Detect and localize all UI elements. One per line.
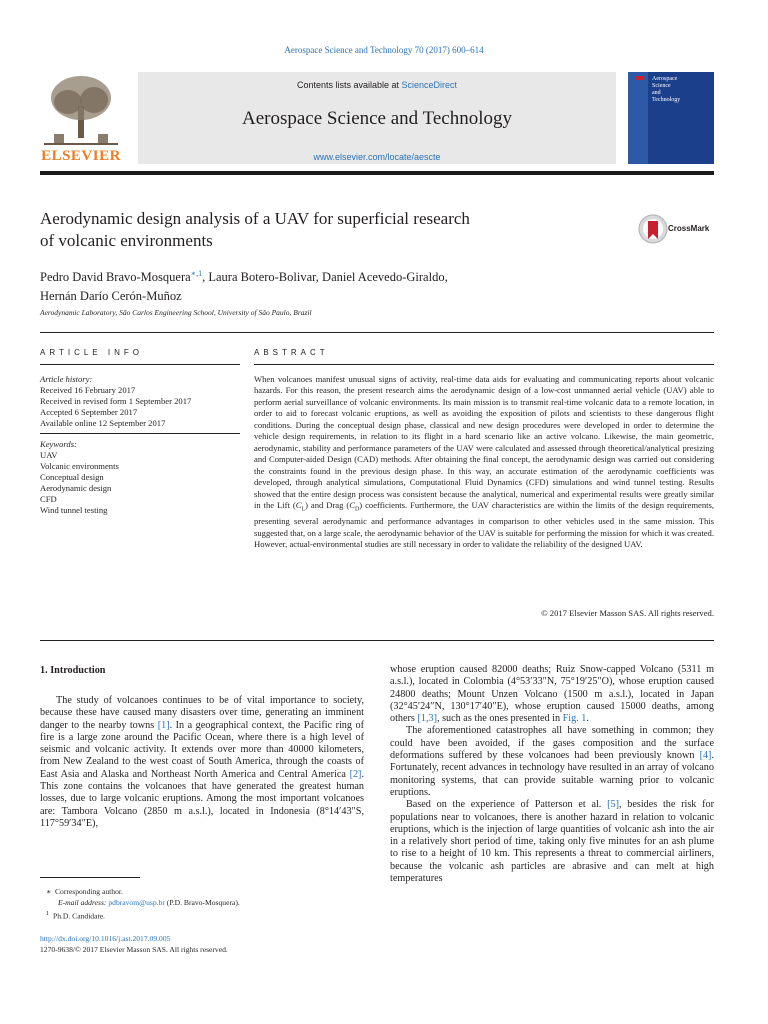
cover-title-line: and (652, 90, 661, 96)
history-item: Received in revised form 1 September 2017 (40, 396, 192, 406)
paragraph (390, 799, 714, 885)
text-segment: whose eruption caused 82000 deaths; Ruiz Snow-capped Volcano (5311 m a.s.l.), located in Colombia (4°53′33″N, 75°19′25″O), whose eruption caused 24800 deaths; Mount Unzen Volcano (1500 m a.s.l.), located in Japan (32°45′24″N, 130°17′40″E), whose eruption caused 15000 deaths, among others (390, 664, 714, 725)
citation-link[interactable]: [5] (607, 799, 619, 811)
keyword: Wind tunnel testing (40, 505, 108, 515)
contents-line (138, 80, 616, 90)
abstract-segment: ) and Drag ( (305, 499, 350, 510)
abstract-copyright: © 2017 Elsevier Masson SAS. All rights reserved. (541, 608, 714, 618)
citation-link[interactable]: [4] (699, 750, 712, 762)
cover-strip (628, 72, 648, 164)
journal-url-link[interactable]: www.elsevier.com/locate/aescte (313, 152, 441, 162)
abstract-heading: ABSTRACT (254, 348, 329, 357)
crossmark-icon (638, 213, 668, 245)
divider (40, 332, 714, 333)
email-link[interactable]: pdbravom@usp.br (108, 898, 165, 907)
article-title (40, 208, 600, 252)
history-label: Article history: (40, 374, 93, 384)
divider (40, 640, 714, 641)
divider (40, 433, 240, 434)
author-list (40, 264, 600, 306)
affiliation: Aerodynamic Laboratory, São Carlos Engineering School, University of São Paulo, Brazil (40, 308, 312, 317)
abstract-segment: ) coefficients. Furthermore, the UAV characteristics are within the limits of the design requirements, presenting several aerodynamic and performance advantages in comparison to other vehicles used in the same mission. This suggested that, on a large scale, the aerodynamic behavior of the UAV is suitable for performing the mission for which it was created. However, actual-environmental studies are still necessary in order to validate the reliability of the designed UAV. (254, 499, 714, 550)
abstract-segment: When volcanoes manifest unusual signs of activity, real-time data aids for evaluating and communicating reports about volcanic hazards. For this reason, the present research aims the aerodynamic design of a low-cost unmanned aerial vehicle (UAV) able to perform aerial surveillance of volcanic environments. Its main mission is to transmit real-time volcanic data to a remote location, in order to aid to forecast volcanic eruptions, as well as avoiding the exposition of pilots and scientists to these dangerous flight conditions. During the conceptual design phase, classical and new design procedures were developed in order to determine the vehicle design requirements, in relation to its flight in a hard scenario like an active volcano. Likewise, the main geometric, aerodynamic, stability and performance parameters of the UAV were calculated and assessed through theoretical/analytical presizing and Computer-aided Design (CAD) methods. After obtaining the final concept, the aerodynamic design was carried out considering the constraints found in the previous design phase. In this way, an accurate estimation of the aerodynamic coefficients was developed, through analytical simulations, Computational Fluid Dynamics (CFD) simulations and wind tunnel testing. Results showed that the entire design process was consistent because the analytical, numerical and experimental results were greatly similar in the Lift ( (254, 374, 714, 510)
keyword: UAV (40, 450, 58, 460)
contents-prefix: Contents lists available at (296, 80, 402, 90)
keywords-list (40, 439, 240, 516)
journal-reference[interactable]: Aerospace Science and Technology 70 (2017) 600–614 (284, 45, 484, 55)
math-subscript: L (301, 506, 306, 513)
article-title-line: Aerodynamic design analysis of a UAV for superficial research (40, 209, 470, 228)
keyword: Conceptual design (40, 472, 104, 482)
article-title-line: of volcanic environments (40, 231, 213, 250)
keyword: Aerodynamic design (40, 483, 112, 493)
journal-cover-image (628, 72, 714, 164)
article-info-heading: ARTICLE INFO (40, 348, 143, 357)
keyword: Volcanic environments (40, 461, 119, 471)
footnote-rule (40, 877, 140, 878)
doi-block (40, 933, 228, 955)
header-rule (40, 171, 714, 175)
footnote-text: (P.D. Bravo-Mosquera). (164, 898, 240, 907)
footnotes (40, 886, 364, 922)
author-names: Hernán Darío Cerón-Muñoz (40, 289, 182, 304)
text-segment: . This zone contains the volcanoes that have generated the greatest human losses, due to large volcanic eruptions. Among the most important volcanoes are: Tambora Volcano (2850 m a.s.l.), located in Indonesia (8°14′43″S, 117°59′34″E), (40, 768, 364, 829)
footnote-mark: 1 (46, 910, 50, 917)
paragraph (390, 664, 714, 725)
email-label: E-mail address: (58, 898, 109, 907)
divider (40, 364, 240, 365)
text-segment: Based on the experience of Patterson et al. (406, 799, 608, 811)
text-segment: , besides the risk for populations near to volcanoes, there is another hazard in relation to volcanic eruptions, which is the injection of large quantities of volcanic ash into the air in a relatively short period of time, taking only five minutes for an ash plume to rise to a height of 10 km. This represents a threat to commercial airliners, because the volcanic ash particles are abrasive and can melt at high temperatures (390, 799, 714, 885)
history-item: Available online 12 September 2017 (40, 418, 166, 428)
author-name: Pedro David Bravo-Mosquera (40, 270, 191, 285)
article-history (40, 374, 240, 429)
figure-link[interactable]: Fig. 1 (562, 713, 587, 725)
history-item: Received 16 February 2017 (40, 385, 136, 395)
section-heading: 1. Introduction (40, 665, 106, 676)
text-segment: The aforementioned catastrophes all have something in common; they could have been avoided, if the gases composition and the surface deformations suffered by these volcanoes had been previously known (390, 725, 714, 762)
paragraph (390, 725, 714, 799)
sciencedirect-link[interactable]: ScienceDirect (401, 80, 458, 90)
cover-title-line: Technology (652, 97, 681, 103)
footnote-text: Ph.D. Candidate. (52, 911, 105, 921)
text-segment: , such as the ones presented in (436, 713, 563, 725)
body-column-right (390, 664, 714, 885)
history-item: Accepted 6 September 2017 (40, 407, 138, 417)
author-names: , Laura Botero-Bolivar, Daniel Acevedo-Giraldo, (202, 270, 448, 285)
text-segment: . Fortunately, recent advances in technology have resulted in an array of volcano monitoring systems, that can provide suitable warning prior to volcanic eruptions. (390, 750, 714, 798)
citation-link[interactable]: [1,3] (417, 713, 437, 725)
citation-link[interactable]: [1] (157, 719, 170, 731)
text-segment: The study of volcanoes continues to be of vital importance to society, because these have caused many disasters over time, generating an imminent danger to the nearby towns (40, 695, 364, 731)
body-column-left (40, 695, 364, 830)
publisher-name: ELSEVIER (41, 148, 121, 164)
cover-title-line: Science (652, 83, 671, 89)
doi-link[interactable]: http://dx.doi.org/10.1016/j.ast.2017.09.005 (40, 934, 171, 943)
issn-line: 1270-9638/© 2017 Elsevier Masson SAS. All rights reserved. (40, 945, 228, 954)
author-footnote-marks[interactable]: ∗,1 (190, 269, 203, 278)
divider (254, 364, 714, 365)
math-symbol: C (295, 499, 302, 510)
math-subscript: D (354, 506, 360, 513)
journal-title: Aerospace Science and Technology (241, 108, 513, 129)
math-symbol: C (349, 499, 355, 510)
text-segment: . In a geographical context, the Pacific ring of fire is a large zone around the Pacific Ocean, where there is a high level of seismic and volcanic activity. It extends over more than 40000 kilometers, from New Zealand to the west coast of South America, through the coasts of East Asia and Alaska and Northeast North America and Central America (40, 719, 364, 780)
footnote-mark: ∗ (46, 887, 52, 896)
keyword: CFD (40, 494, 57, 504)
keywords-label: Keywords: (40, 439, 77, 449)
paragraph (40, 695, 364, 830)
footnote-text: Corresponding author. (54, 887, 123, 896)
cover-title-line: Aerospace (652, 76, 678, 82)
cover-title (652, 76, 712, 104)
citation-link[interactable]: [2] (349, 768, 362, 780)
cover-red-mark (636, 76, 644, 80)
crossmark-label[interactable]: CrossMark (668, 224, 710, 233)
abstract-text (254, 374, 714, 551)
text-segment: . (586, 713, 589, 725)
